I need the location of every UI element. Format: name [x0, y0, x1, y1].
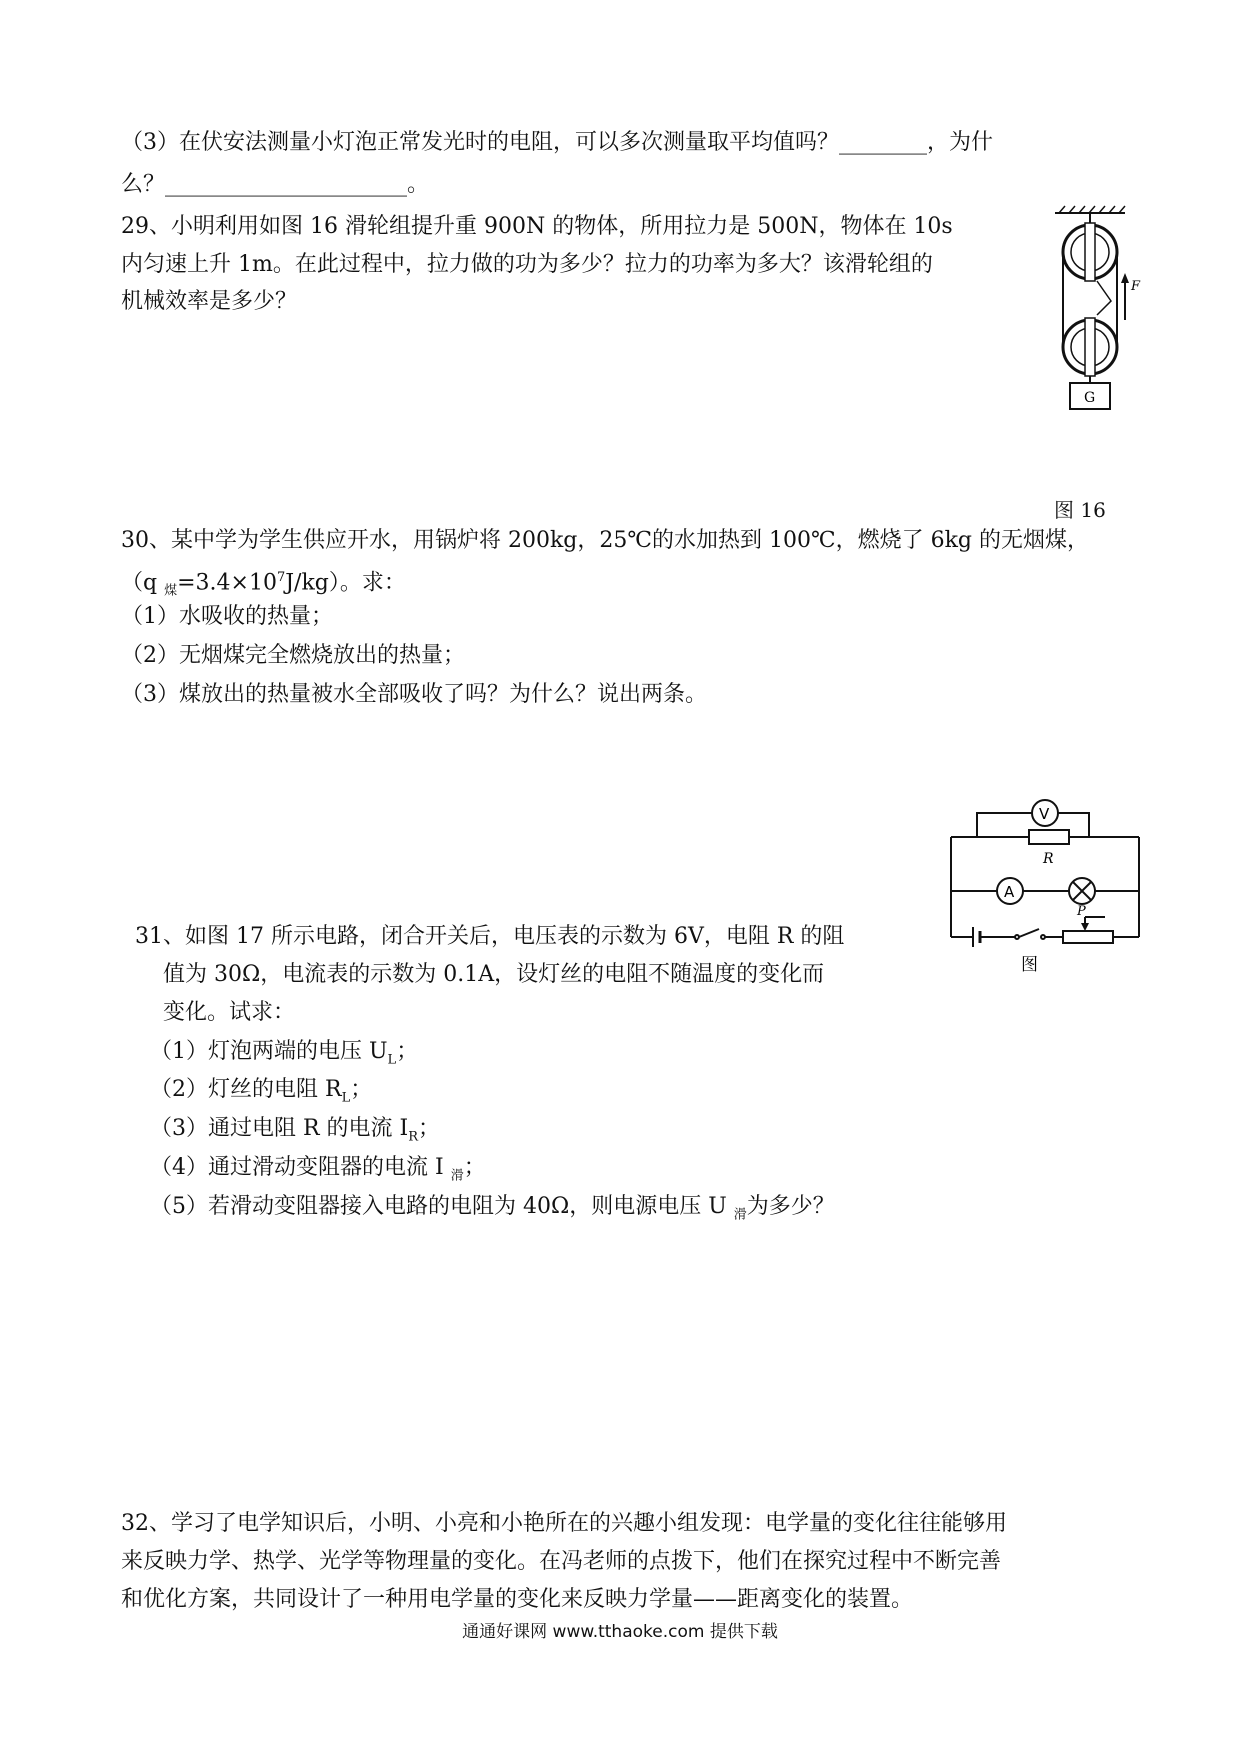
part3-end: ； — [418, 1116, 441, 1141]
q31-part3 — [150, 1114, 440, 1152]
q29-line1: 29、小明利用如图 16 滑轮组提升重 900N 的物体，所用拉力是 500N，物体在 10s — [121, 214, 953, 239]
part4-main: （4）通过滑动变阻器的电流 I — [150, 1155, 451, 1180]
q32-line3: 和优化方案，共同设计了一种用电学量的变化来反映力学量——距离变化的装置。 — [121, 1587, 914, 1612]
q28-part3-line2: 么？______________________。 — [121, 172, 430, 197]
formula-mid: =3.4×10 — [177, 570, 277, 596]
circuit-figure — [935, 795, 1150, 975]
figure17-caption: 图 — [1021, 955, 1038, 975]
footer-credit: 通通好课网 www.tthaoke.com 提供下载 — [462, 1622, 778, 1642]
q31-line3: 变化。试求： — [163, 1000, 296, 1025]
formula-sub: 煤 — [164, 583, 178, 599]
q28-part3-line1: （3）在伏安法测量小灯泡正常发光时的电阻，可以多次测量取平均值吗？________，为什 — [121, 130, 993, 155]
q30-part1: （1）水吸收的热量； — [121, 604, 333, 629]
q30-formula — [121, 563, 406, 607]
q31-part2 — [150, 1075, 372, 1113]
force-label: F — [1131, 279, 1141, 294]
q31-part1 — [150, 1037, 418, 1075]
slider-label: P — [1077, 904, 1086, 919]
weight-label: G — [1084, 390, 1096, 406]
q31-line2: 值为 30Ω，电流表的示数为 0.1A，设灯丝的电阻不随温度的变化而 — [163, 962, 825, 987]
q31-part4 — [150, 1153, 486, 1191]
formula-end: J/kg）。求： — [285, 570, 406, 596]
part1-sub: L — [387, 1052, 397, 1068]
part5-main: （5）若滑动变阻器接入电路的电阻为 40Ω，则电源电压 U — [150, 1194, 734, 1219]
q29-line2: 内匀速上升 1m。在此过程中，拉力做的功为多少？拉力的功率为多大？该滑轮组的 — [121, 252, 933, 277]
resistor-label: R — [1043, 851, 1054, 867]
formula-sup: 7 — [276, 570, 286, 585]
figure16-caption: 图 16 — [1054, 498, 1106, 522]
part2-sub: L — [341, 1090, 351, 1106]
part5-end: 为多少？ — [746, 1194, 835, 1219]
voltmeter-label: V — [1039, 805, 1050, 823]
part3-sub: R — [408, 1129, 419, 1145]
part4-sub: 滑 — [450, 1168, 464, 1184]
q29-line3: 机械效率是多少？ — [121, 289, 298, 314]
part2-end: ； — [350, 1077, 373, 1102]
q31-part5 — [150, 1192, 835, 1230]
pulley-system-figure — [1025, 205, 1150, 415]
q30-part3: （3）煤放出的热量被水全部吸收了吗？为什么？说出两条。 — [121, 682, 707, 707]
formula-open: （q — [121, 570, 165, 596]
part1-end: ； — [396, 1039, 419, 1064]
part1-main: （1）灯泡两端的电压 U — [150, 1039, 388, 1064]
ammeter-label: A — [1004, 883, 1015, 901]
q30-part2: （2）无烟煤完全燃烧放出的热量； — [121, 643, 465, 668]
part5-sub: 滑 — [733, 1207, 747, 1223]
q30-line1: 30、某中学为学生供应开水，用锅炉将 200kg，25℃的水加热到 100℃，燃烧了 6kg 的无烟煤， — [121, 528, 1089, 553]
part4-end: ； — [463, 1155, 486, 1180]
part3-main: （3）通过电阻 R 的电流 I — [150, 1116, 409, 1141]
q31-line1: 31、如图 17 所示电路，闭合开关后，电压表的示数为 6V，电阻 R 的阻 — [135, 924, 845, 949]
part2-main: （2）灯丝的电阻 R — [150, 1077, 342, 1102]
q32-line2: 来反映力学、热学、光学等物理量的变化。在冯老师的点拨下，他们在探究过程中不断完善 — [121, 1549, 1002, 1574]
q32-line1: 32、学习了电学知识后，小明、小亮和小艳所在的兴趣小组发现：电学量的变化往往能够用 — [121, 1511, 1007, 1536]
